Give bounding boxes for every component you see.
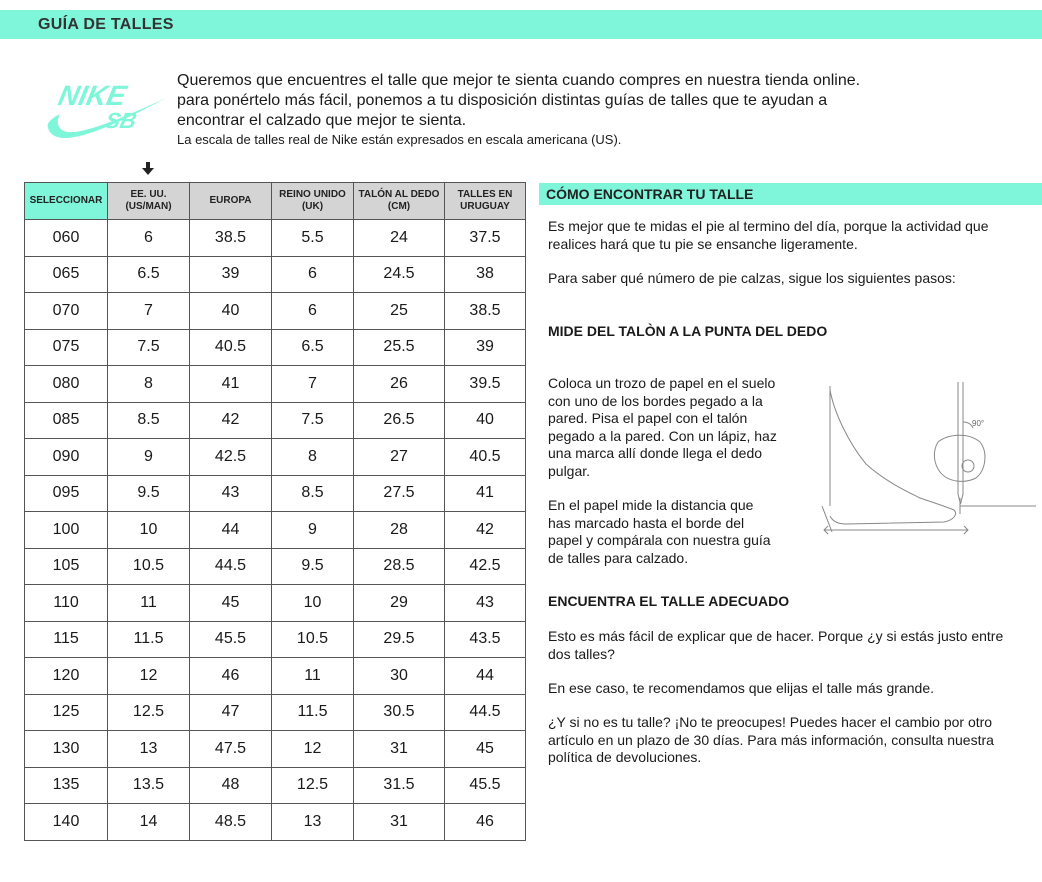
cell-cm: 25 <box>354 293 445 330</box>
cell-us: 11 <box>108 585 190 622</box>
table-row <box>25 548 526 585</box>
table-row <box>25 694 526 731</box>
cell-cm: 25.5 <box>354 329 445 366</box>
cell-us: 12 <box>108 658 190 695</box>
cell-us: 13 <box>108 731 190 768</box>
cell-uruguay: 44.5 <box>445 694 526 731</box>
cell-us: 12.5 <box>108 694 190 731</box>
cell-europa: 48 <box>190 767 272 804</box>
col-header-seleccionar: SELECCIONAR <box>25 183 108 220</box>
foot-measure-illustration <box>808 382 1038 544</box>
table-row <box>25 658 526 695</box>
cell-cm: 24 <box>354 220 445 257</box>
angle-label: 90° <box>972 419 985 428</box>
cell-cm: 27 <box>354 439 445 476</box>
cell-us: 6.5 <box>108 256 190 293</box>
logo-brand: NIKE <box>55 79 130 111</box>
cell-seleccionar[interactable]: 070 <box>25 293 108 330</box>
cell-cm: 31 <box>354 804 445 841</box>
cell-uk: 13 <box>272 804 354 841</box>
page-title: GUÍA DE TALLES <box>38 16 174 33</box>
cell-europa: 42.5 <box>190 439 272 476</box>
intro-line-2: para ponértelo más fácil, ponemos a tu disposición distintas guías de talles que te ayudan a <box>177 92 828 109</box>
cell-us: 9.5 <box>108 475 190 512</box>
cell-cm: 28 <box>354 512 445 549</box>
cell-uk: 7 <box>272 366 354 403</box>
cell-seleccionar[interactable]: 130 <box>25 731 108 768</box>
cell-cm: 28.5 <box>354 548 445 585</box>
table-row <box>25 585 526 622</box>
table-row <box>25 621 526 658</box>
cell-seleccionar[interactable]: 085 <box>25 402 108 439</box>
cell-europa: 38.5 <box>190 220 272 257</box>
cell-cm: 27.5 <box>354 475 445 512</box>
cell-uk: 12 <box>272 731 354 768</box>
guide-title: CÓMO ENCONTRAR TU TALLE <box>546 186 754 202</box>
cell-seleccionar[interactable]: 125 <box>25 694 108 731</box>
cell-seleccionar[interactable]: 120 <box>25 658 108 695</box>
cell-uruguay: 45.5 <box>445 767 526 804</box>
col-header-uruguay: TALLES EN URUGUAY <box>445 183 526 220</box>
cell-uruguay: 46 <box>445 804 526 841</box>
cell-cm: 26 <box>354 366 445 403</box>
cell-seleccionar[interactable]: 100 <box>25 512 108 549</box>
cell-uk: 9.5 <box>272 548 354 585</box>
cell-europa: 39 <box>190 256 272 293</box>
cell-seleccionar[interactable]: 080 <box>25 366 108 403</box>
col-header-uk: REINO UNIDO (UK) <box>272 183 354 220</box>
table-row <box>25 767 526 804</box>
table-row <box>25 220 526 257</box>
cell-seleccionar[interactable]: 110 <box>25 585 108 622</box>
header-bar <box>0 10 1042 39</box>
cell-cm: 31.5 <box>354 767 445 804</box>
cell-uruguay: 43 <box>445 585 526 622</box>
col-header-us: EE. UU. (US/MAN) <box>108 183 190 220</box>
guide-paragraph-2: Para saber qué número de pie calzas, sigue los siguientes pasos: <box>548 270 956 286</box>
cell-uruguay: 38 <box>445 256 526 293</box>
cell-uruguay: 38.5 <box>445 293 526 330</box>
cell-seleccionar[interactable]: 060 <box>25 220 108 257</box>
guide-heading-fit: ENCUENTRA EL TALLE ADECUADO <box>548 593 790 609</box>
cell-uruguay: 45 <box>445 731 526 768</box>
guide-paragraph-4: En el papel mide la distancia que has marcado hasta el borde del papel y compárala con nuestra guía de talles para calzado. <box>548 497 771 566</box>
cell-uk: 6.5 <box>272 329 354 366</box>
cell-seleccionar[interactable]: 095 <box>25 475 108 512</box>
cell-us: 8.5 <box>108 402 190 439</box>
cell-seleccionar[interactable]: 115 <box>25 621 108 658</box>
cell-seleccionar[interactable]: 105 <box>25 548 108 585</box>
cell-us: 10.5 <box>108 548 190 585</box>
cell-uk: 10 <box>272 585 354 622</box>
table-row <box>25 731 526 768</box>
intro-text <box>177 71 1017 148</box>
cell-europa: 46 <box>190 658 272 695</box>
cell-cm: 30 <box>354 658 445 695</box>
cell-europa: 44.5 <box>190 548 272 585</box>
cell-us: 6 <box>108 220 190 257</box>
cell-europa: 48.5 <box>190 804 272 841</box>
size-table <box>24 182 526 841</box>
cell-uk: 8.5 <box>272 475 354 512</box>
cell-cm: 24.5 <box>354 256 445 293</box>
cell-seleccionar[interactable]: 065 <box>25 256 108 293</box>
table-row <box>25 366 526 403</box>
cell-uruguay: 37.5 <box>445 220 526 257</box>
table-header-row <box>25 183 526 220</box>
table-row <box>25 804 526 841</box>
cell-us: 11.5 <box>108 621 190 658</box>
cell-cm: 26.5 <box>354 402 445 439</box>
logo-sub: SB <box>103 108 139 133</box>
cell-us: 7 <box>108 293 190 330</box>
cell-europa: 42 <box>190 402 272 439</box>
cell-us: 10 <box>108 512 190 549</box>
cell-uruguay: 39.5 <box>445 366 526 403</box>
cell-uruguay: 40 <box>445 402 526 439</box>
cell-us: 14 <box>108 804 190 841</box>
cell-seleccionar[interactable]: 135 <box>25 767 108 804</box>
guide-heading-measure: MIDE DEL TALÒN A LA PUNTA DEL DEDO <box>548 323 828 339</box>
table-row <box>25 512 526 549</box>
cell-uruguay: 43.5 <box>445 621 526 658</box>
cell-seleccionar[interactable]: 140 <box>25 804 108 841</box>
cell-europa: 44 <box>190 512 272 549</box>
guide-paragraph-3: Coloca un trozo de papel en el suelo con uno de los bordes pegado a la pared. Pisa el papel con el talón pegado a la pared. Con un lápiz, haz una marca allí donde llega el dedo pulgar. <box>548 375 777 479</box>
cell-europa: 40 <box>190 293 272 330</box>
cell-uk: 7.5 <box>272 402 354 439</box>
cell-europa: 45.5 <box>190 621 272 658</box>
cell-seleccionar[interactable]: 090 <box>25 439 108 476</box>
cell-us: 9 <box>108 439 190 476</box>
col-header-europa: EUROPA <box>190 183 272 220</box>
cell-uruguay: 39 <box>445 329 526 366</box>
intro-line-3: encontrar el calzado que mejor te sienta. <box>177 112 467 129</box>
cell-europa: 47 <box>190 694 272 731</box>
col-header-cm: TALÓN AL DEDO (CM) <box>354 183 445 220</box>
intro-line-1: Queremos que encuentres el talle que mejor te sienta cuando compres en nuestra tienda online. <box>177 72 861 89</box>
cell-uk: 8 <box>272 439 354 476</box>
table-row <box>25 293 526 330</box>
table-row <box>25 475 526 512</box>
cell-us: 13.5 <box>108 767 190 804</box>
table-row <box>25 439 526 476</box>
cell-europa: 43 <box>190 475 272 512</box>
guide-paragraph-6: En ese caso, te recomendamos que elijas el talle más grande. <box>548 680 934 696</box>
cell-us: 7.5 <box>108 329 190 366</box>
cell-cm: 31 <box>354 731 445 768</box>
cell-europa: 41 <box>190 366 272 403</box>
table-row <box>25 329 526 366</box>
cell-uk: 6 <box>272 256 354 293</box>
cell-uk: 9 <box>272 512 354 549</box>
cell-cm: 29 <box>354 585 445 622</box>
guide-paragraph-7: ¿Y si no es tu talle? ¡No te preocupes! Puedes hacer el cambio por otro artículo en un plazo de 30 días. Para más información, consulta nuestra política de devoluciones. <box>548 714 994 765</box>
arrow-down-icon <box>141 162 155 176</box>
cell-uk: 12.5 <box>272 767 354 804</box>
cell-europa: 40.5 <box>190 329 272 366</box>
nike-sb-logo <box>44 72 168 144</box>
cell-uk: 11 <box>272 658 354 695</box>
cell-uruguay: 42 <box>445 512 526 549</box>
guide-paragraph-1: Es mejor que te midas el pie al termino del día, porque la actividad que realices hará que tu pie se ensanche ligeramente. <box>548 218 989 252</box>
guide-header-bar <box>539 183 1042 205</box>
cell-uruguay: 42.5 <box>445 548 526 585</box>
table-row <box>25 256 526 293</box>
table-row <box>25 402 526 439</box>
cell-uruguay: 41 <box>445 475 526 512</box>
cell-uruguay: 44 <box>445 658 526 695</box>
cell-cm: 29.5 <box>354 621 445 658</box>
guide-paragraph-5: Esto es más fácil de explicar que de hacer. Porque ¿y si estás justo entre dos talles? <box>548 628 1004 662</box>
cell-uk: 5.5 <box>272 220 354 257</box>
cell-uk: 6 <box>272 293 354 330</box>
cell-us: 8 <box>108 366 190 403</box>
cell-europa: 47.5 <box>190 731 272 768</box>
cell-seleccionar[interactable]: 075 <box>25 329 108 366</box>
cell-europa: 45 <box>190 585 272 622</box>
cell-uk: 11.5 <box>272 694 354 731</box>
cell-cm: 30.5 <box>354 694 445 731</box>
cell-uruguay: 40.5 <box>445 439 526 476</box>
intro-note: La escala de talles real de Nike están expresados en escala americana (US). <box>177 132 622 147</box>
cell-uk: 10.5 <box>272 621 354 658</box>
